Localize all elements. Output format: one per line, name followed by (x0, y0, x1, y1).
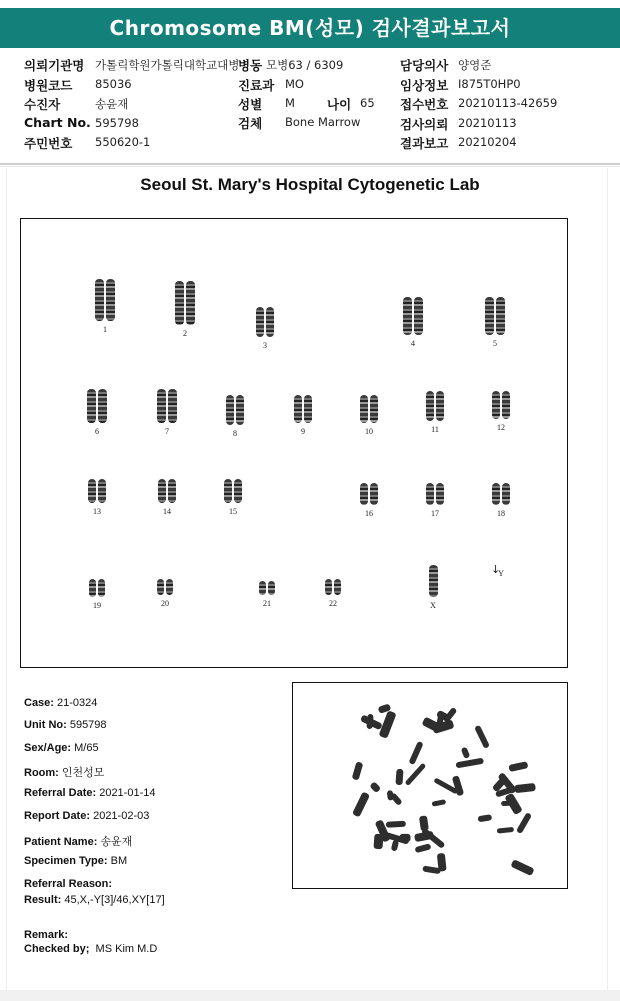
requesting-org-value: 가톨릭학원가톨릭대학교대병 (95, 58, 240, 72)
metaphase-chromosome (395, 769, 403, 785)
receipt-no-label: 접수번호 (400, 97, 449, 112)
chromosome-4 (398, 297, 428, 349)
doctor-label: 담당의사 (400, 58, 449, 73)
sex-label: 성별 (238, 97, 263, 112)
referral-reason-line (24, 878, 112, 890)
specimen-label: 검체 (238, 116, 263, 131)
hospital-code-value: 85036 (95, 77, 132, 91)
ward-label: 병동 (238, 58, 263, 73)
checked-by-line (24, 943, 157, 955)
chromosome-label: 6 (95, 427, 99, 436)
chromosome-16 (354, 483, 384, 519)
request-date-label: 검사의뢰 (400, 117, 449, 132)
metaphase-chromosome (386, 821, 406, 828)
specimen-value: Bone Marrow (285, 115, 361, 129)
case-line (24, 697, 97, 709)
chromosome-label: 4 (411, 339, 415, 348)
result-line (24, 894, 165, 906)
sexage-label: Sex/Age: (24, 742, 72, 754)
chromosome-12 (486, 391, 516, 433)
chromosome-10 (354, 395, 384, 437)
missing-y-arrow-icon: ↓ (491, 563, 501, 576)
specimen-type-value: BM (110, 855, 128, 867)
report-date-line (24, 810, 149, 822)
checked-by-label: Checked by; (24, 943, 90, 955)
referral-date-label: Referral Date: (24, 787, 97, 799)
lab-title: Seoul St. Mary's Hospital Cytogenetic Lab (140, 175, 480, 194)
chromosome-21 (252, 581, 282, 609)
metaphase-chromosome (497, 827, 514, 834)
case-value: 21-0324 (57, 697, 98, 709)
page-footer (0, 990, 620, 1001)
chromosome-label: 21 (263, 599, 271, 608)
dept-value: MO (285, 77, 304, 91)
metaphase-chromosome (515, 783, 536, 794)
remark-line (24, 929, 68, 941)
result-value: 45,X,-Y[3]/46,XY[17] (64, 894, 165, 906)
referral-date-value: 2021-01-14 (99, 787, 156, 799)
room-label: Room: (24, 767, 59, 779)
chromosome-label: 22 (329, 599, 337, 608)
chromosome-14 (152, 479, 182, 517)
patient-info-table (0, 52, 620, 160)
karyogram (20, 218, 568, 668)
chromosome-label: 11 (431, 425, 439, 434)
chromosome-label: 17 (431, 509, 439, 518)
result-label: Result: (24, 894, 62, 906)
age-value: 65 (360, 96, 375, 110)
chromosome-label: 20 (161, 599, 169, 608)
metaphase-chromosome (456, 758, 484, 768)
metaphase-chromosome (437, 852, 447, 871)
unit-line (24, 719, 107, 731)
report-date-value: 2021-02-03 (93, 810, 150, 822)
metaphase-chromosome (405, 762, 427, 785)
chromosome-label: 14 (163, 507, 171, 516)
chromosome-15 (218, 479, 248, 517)
referral-reason-label: Referral Reason: (24, 878, 113, 890)
metaphase-chromosome (351, 791, 370, 817)
chromosome-2 (170, 281, 200, 339)
chromosome-17 (420, 483, 450, 519)
clinical-info-value: I875T0HP0 (458, 77, 521, 91)
sex-value: M (285, 96, 295, 110)
patient-name-label: Patient Name: (24, 836, 98, 848)
chromosome-label: 1 (103, 325, 107, 334)
metaphase-chromosome (509, 761, 529, 772)
metaphase-chromosome (509, 859, 534, 877)
chromosome-5 (480, 297, 510, 349)
chromosome-x (418, 565, 448, 611)
chromosome-1 (90, 279, 120, 335)
chart-no-label: Chart No. (24, 115, 91, 130)
case-label: Case: (24, 697, 54, 709)
chromosome-label: 19 (93, 601, 101, 610)
metaphase-chromosome (477, 814, 492, 822)
request-date-value: 20210113 (458, 116, 517, 130)
age-label: 나이 (327, 97, 352, 112)
checked-by-value: MS Kim M.D (95, 943, 158, 955)
clinical-info-label: 임상정보 (400, 78, 449, 93)
metaphase-chromosome (352, 762, 364, 781)
examinee-label: 수진자 (24, 97, 61, 112)
chromosome-label: X (430, 601, 436, 610)
chromosome-label: 15 (229, 507, 237, 516)
chromosome-label: 2 (183, 329, 187, 338)
room-value: 인천성모 (61, 767, 105, 779)
chromosome-label: 12 (497, 423, 505, 432)
chromosome-label: 13 (93, 507, 101, 516)
chromosome-label: 7 (165, 427, 169, 436)
chromosome-label: 3 (263, 341, 267, 350)
rrn-value: 550620-1 (95, 135, 151, 149)
specimen-type-line (24, 855, 127, 867)
chromosome-label: 9 (301, 427, 305, 436)
referral-date-line (24, 787, 155, 799)
divider (0, 163, 620, 165)
metaphase-chromosome (366, 714, 373, 730)
divider (0, 166, 620, 167)
patient-name-line (24, 833, 132, 849)
chromosome-3 (250, 307, 280, 351)
sexage-value: M/65 (74, 742, 99, 754)
chromosome-19 (82, 579, 112, 611)
remark-label: Remark: (24, 929, 69, 941)
doctor-value: 양영준 (458, 58, 492, 72)
metaphase-chromosome (432, 799, 447, 807)
chromosome-label: 10 (365, 427, 373, 436)
chromosome-22 (318, 579, 348, 609)
metaphase-chromosome (369, 781, 381, 793)
ward-value: 모병63 / 6309 (266, 58, 344, 72)
metaphase-chromosome (474, 725, 490, 749)
metaphase-chromosome (460, 746, 470, 759)
metaphase-chromosome (501, 800, 514, 806)
unit-label: Unit No: (24, 719, 67, 731)
dept-label: 진료과 (238, 78, 275, 93)
chromosome-7 (152, 389, 182, 437)
metaphase-chromosome (409, 741, 424, 766)
requesting-org-label: 의뢰기관명 (24, 58, 85, 73)
metaphase-chromosome (414, 843, 431, 853)
chromosome-label: Y (498, 569, 504, 578)
metaphase-image (292, 682, 568, 889)
report-title: Chromosome BM(성모) 검사결과보고서 (0, 8, 620, 48)
patient-name-value: 송윤재 (100, 836, 133, 848)
metaphase-chromosome (516, 812, 532, 834)
report-date-value: 20210204 (458, 135, 517, 149)
chromosome-20 (150, 579, 180, 609)
chromosome-13 (82, 479, 112, 517)
sexage-line (24, 742, 99, 754)
examinee-value: 송윤재 (95, 97, 129, 111)
unit-value: 595798 (69, 719, 107, 731)
report-date-label: Report Date: (24, 810, 91, 822)
chromosome-label: 18 (497, 509, 505, 518)
chromosome-8 (220, 395, 250, 439)
chromosome-11 (420, 391, 450, 435)
metaphase-chromosome (386, 790, 394, 801)
rrn-label: 주민번호 (24, 136, 73, 151)
chromosome-9 (288, 395, 318, 437)
chromosome-label: 8 (233, 429, 237, 438)
chromosome-label: 5 (493, 339, 497, 348)
chromosome-6 (82, 389, 112, 437)
chromosome-label: 16 (365, 509, 373, 518)
specimen-type-label: Specimen Type: (24, 855, 108, 867)
room-line (24, 764, 104, 780)
receipt-no-value: 20210113-42659 (458, 96, 558, 110)
report-date-label: 결과보고 (400, 136, 449, 151)
hospital-code-label: 병원코드 (24, 78, 73, 93)
chart-no-value: 595798 (95, 116, 139, 130)
chromosome-18 (486, 483, 516, 519)
